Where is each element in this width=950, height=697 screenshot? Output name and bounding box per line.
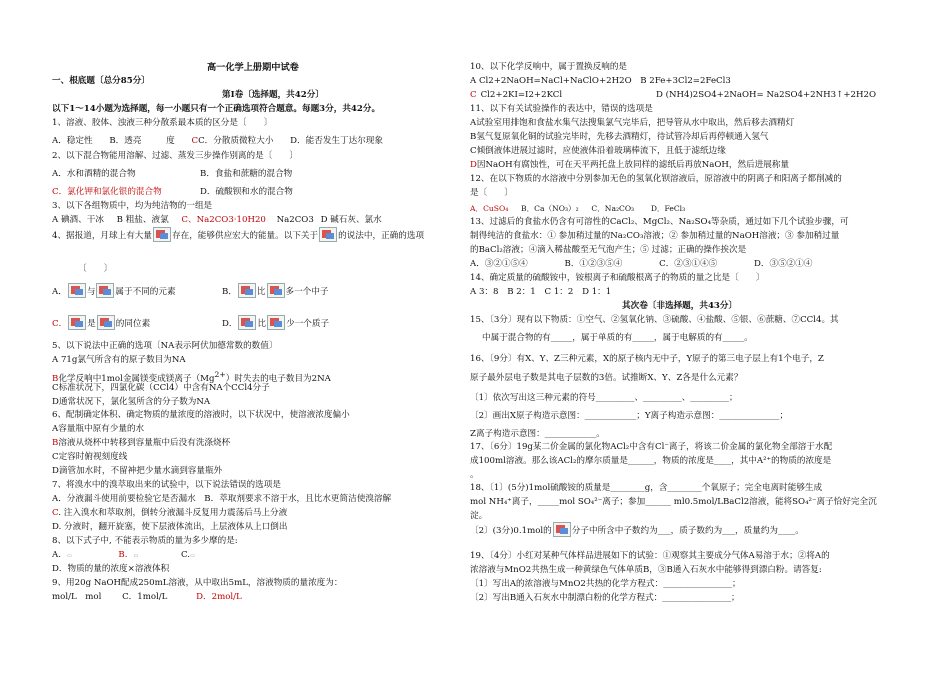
question-text: ______________； xyxy=(719,411,789,421)
option-a: A. xyxy=(52,550,61,560)
question-7: 7、将溴水中的溴萃取出来的试验中，以下说法错误的选项是 xyxy=(52,480,281,490)
option-b: B 2：1 xyxy=(507,287,536,297)
option-a: mol/L mol xyxy=(52,592,102,602)
question-18-cont: mol NH₄⁺离子，_____mol SO₄²⁻离子；参加______ ml0.5mol/LBaCl2溶液，能将SO₄²⁻离子恰好完全沉 xyxy=(470,497,877,507)
isotope-image-icon xyxy=(153,227,171,242)
question-8-option-d: D．物质的量的浓度×溶液体积 xyxy=(52,564,170,574)
isotope-image-icon xyxy=(267,283,285,298)
question-2-option-a: A．水和酒精的混合物 xyxy=(52,169,136,179)
question-11-option-c: C倾倒液体进展过滤时，应使液体沿着玻璃棒流下，且低于滤纸边缘 xyxy=(470,146,726,156)
option-text: 的同位素 xyxy=(115,319,151,329)
isotope-image-icon xyxy=(97,315,115,330)
question-4-paren: 〔 〕 xyxy=(78,264,113,274)
isotope-image-icon xyxy=(96,283,114,298)
option-label: A． xyxy=(52,287,67,297)
option-label: D． xyxy=(222,319,238,329)
question-10: 10、以下化学反响中，属于置换反响的是 xyxy=(470,62,628,72)
option-d: D．2mol/L xyxy=(196,592,242,602)
question-16-part-1: 〔1〕依次写出这三种元素的符号_________、_________、_________； xyxy=(470,393,738,403)
option-text: 属于不同的元素 xyxy=(115,287,176,297)
option-d: D 碱石灰、氯水 xyxy=(320,215,382,225)
option-c-letter: C xyxy=(191,136,199,146)
option-c: C 1：2 xyxy=(544,287,574,297)
question-6-option-d: D滴管加水时，不留神把少量水滴到容量瓶外 xyxy=(52,466,223,476)
question-15: 15、〔3分〕现有以下物质：①空气、②氢氧化钠、③硫酸、④盐酸、⑤银、⑥蔗糖、⑦CCl4。其 xyxy=(470,315,839,325)
option-b-tail: 度 xyxy=(166,136,175,146)
question-13-cont-1: 制得纯洁的食盐水：① 参加稍过量的Na₂CO₃溶液；② 参加稍过量的NaOH溶液；③ 参加稍过量 xyxy=(470,231,840,241)
part-2-heading: 其次卷〔非选择题，共43分〕 xyxy=(622,301,738,311)
isotope-image-icon xyxy=(238,283,256,298)
question-10-option-d: D (NH4)2SO4+2NaOH= Na2SO4+2NH3↑+2H2O xyxy=(656,90,876,100)
option-c-2: Na2CO3 xyxy=(276,215,314,225)
question-11-option-d xyxy=(470,160,789,171)
question-17-cont: 成100ml溶液。那么该ACl₂的摩尔质量是______，物质的浓度是____，其中A²⁺的物质的浓度是 xyxy=(470,456,832,466)
question-8: 8、以下式子中, 不能表示物质的量为多少摩的是: xyxy=(52,536,238,546)
option-b: B．①②③⑤④ xyxy=(564,259,623,269)
option-b: B．透亮 xyxy=(109,136,142,146)
question-2: 2、以下混合物能用溶解、过滤、蒸发三步操作别离的是〔 〕 xyxy=(52,151,299,161)
question-16-part-3: Z离子构造示意图：____________。 xyxy=(470,429,605,439)
question-9: 9、用20g NaOH配成250mL溶液，从中取出5mL，溶液物质的量浓度为： xyxy=(52,578,343,588)
question-19: 19、〔4分〕小红对某种气体样品进展如下的试验：①观察其主要成分气体A易溶于水；②将A的 xyxy=(470,551,830,561)
option-text: 少一个质子 xyxy=(286,319,330,329)
question-4-option-d xyxy=(222,316,329,331)
question-2-option-d: D．硫酸钡和水的混合物 xyxy=(200,187,293,197)
option-a: A．CuSO₄ xyxy=(470,204,509,213)
question-19-cont: 浓溶液与MnO2共热生成一种黄绿色气体单质B，③B通入石灰水中能够得到漂白粉。请答复: xyxy=(470,565,822,575)
isotope-image-icon xyxy=(267,315,285,330)
question-9-options xyxy=(52,592,242,603)
option-d: D．③⑤②①④ xyxy=(754,259,813,269)
question-4-option-b xyxy=(222,284,329,299)
question-16-cont: 原子最外层电子数是其电子层数的3倍。试推断X、Y、Z各是什么元素？ xyxy=(470,373,743,383)
option-label: B xyxy=(52,438,59,448)
page-title: 高一化学上册期中试卷 xyxy=(207,62,299,73)
question-2-option-c: C．氯化钾和氯化银的混合物 xyxy=(52,187,162,197)
question-7-option-c xyxy=(52,508,287,519)
question-12-options xyxy=(470,203,685,215)
question-1-options xyxy=(52,136,383,147)
question-5-option-c: C标准状况下，四氯化碳（CCl4）中含有NA个CCl4分子 xyxy=(52,383,270,393)
question-14-options xyxy=(470,287,611,298)
question-12: 12、在以下物质的水溶液中分别参加无色的氢氧化钡溶液后，原溶液中的阴离子和阳离子都削减的 xyxy=(470,174,842,184)
question-19-part-2: 〔2〕写出B通入石灰水中制漂白粉的化学方程式：________________； xyxy=(470,593,740,603)
question-13: 13、过滤后的食盐水仍含有可溶性的CaCl₂、MgCl₂、Na₂SO₄等杂质，通过如下几个试验步骤，可 xyxy=(470,217,849,227)
question-7-options-ab: A．分液漏斗使用前要检验它是否漏水 B．萃取剂要求不溶于水，且比水更简洁使溴溶解 xyxy=(52,494,392,504)
question-5-option-a: A 71g氯气所含有的原子数目为NA xyxy=(52,355,186,365)
option-text: Cl2+2KI=I2+2KCl xyxy=(480,90,563,100)
isotope-image-icon xyxy=(238,315,256,330)
question-4-option-a xyxy=(52,284,176,299)
question-4 xyxy=(52,228,424,243)
option-text: 化学反响中1mol金属镁变成镁离子（Mg xyxy=(58,373,215,384)
option-label: D xyxy=(470,160,477,170)
option-label: B． xyxy=(222,287,237,297)
question-4-text-b: 存在，能够供应宏大的能量。以下关于 xyxy=(172,231,319,241)
option-c: C．分散质微粒大小 xyxy=(198,136,274,146)
question-6-option-c: C定容时俯视刻度线 xyxy=(52,452,128,462)
question-text: 分子中所含中子数约为___，质子数约为___，质量约为____。 xyxy=(571,526,804,536)
option-c: C．1mol/L xyxy=(122,592,168,602)
option-a: A．稳定性 xyxy=(52,136,93,146)
option-text: ）时失去的电子数目为2NA xyxy=(225,373,331,384)
isotope-image-icon xyxy=(68,283,86,298)
question-10-option-c xyxy=(470,90,562,101)
option-text: 溶液从烧杯中转移到容量瓶中后没有洗涤烧杯 xyxy=(58,438,231,448)
option-text: 比 xyxy=(257,319,267,329)
option-text: 因NaOH有腐蚀性，可在天平两托盘上放同样的滤纸后再放NaOH，然后进展称量 xyxy=(476,160,790,170)
question-1: 1、溶液、胶体、浊液三种分散系最本质的区分是〔 〕 xyxy=(52,118,273,128)
question-5: 5、以下说法中正确的选项〔NA表示阿伏加德常数的数值〕 xyxy=(52,341,278,351)
formula-image-icon: ▭ xyxy=(189,553,195,559)
option-d: D 1：1 xyxy=(582,287,612,297)
question-16-part-2 xyxy=(470,411,788,422)
question-11: 11、以下有关试验操作的表达中，错误的选项是 xyxy=(470,104,653,114)
question-text: 〔2〕(3分)0.1mol的 xyxy=(470,526,552,536)
option-b: B. xyxy=(118,550,128,560)
question-11-option-a: A试验室用排饱和食盐水集气法搜集氯气完毕后，把导管从水中取出，然后移去酒精灯 xyxy=(470,118,795,128)
option-text: 多一个中子 xyxy=(285,287,329,297)
option-label: C． xyxy=(52,319,68,329)
formula-image-icon: ▭ xyxy=(133,553,139,559)
question-14: 14、确定质量的硫酸铵中，铵根离子和硫酸根离子的物质的量之比是〔 〕 xyxy=(470,273,765,283)
question-18-end: 淀。 xyxy=(470,511,488,521)
question-17-end: 。 xyxy=(470,470,479,480)
question-11-option-b: B氢气复原氧化铜的试验完毕时，先移去酒精灯，待试管冷却后再停顿通入氢气 xyxy=(470,132,769,142)
question-6: 6、配制确定体积、确定物质的量浓度的溶液时，以下状况中，使溶液浓度偏小 xyxy=(52,410,350,420)
question-13-options xyxy=(470,259,812,270)
option-label: C xyxy=(52,508,59,518)
question-12-cont: 是〔 〕 xyxy=(470,188,513,198)
option-a: A 3：8 xyxy=(470,287,499,297)
option-b: B 粗盐、液氯 xyxy=(116,215,169,225)
question-15-cont: 中属于混合物的有_____，属于单质的有_____，属于电解质的有_____。 xyxy=(482,333,753,343)
instruction-text: 以下1～14小题为选择题，每一小题只有一个正确选项符合题意。每题3分，共42分。 xyxy=(52,104,381,114)
question-3-options xyxy=(52,215,382,226)
charge-superscript: 2+ xyxy=(214,370,226,379)
question-18-part-2 xyxy=(470,523,804,538)
question-17: 17、〔6分〕19g某二价金属的氯化物ACl₂中含有Cl⁻离子，将该二价金属的氯化物全部溶于水配 xyxy=(470,442,833,452)
isotope-image-icon xyxy=(319,227,337,242)
question-4-text-c: 的说法中，正确的选项 xyxy=(338,231,425,241)
option-a: A．③②①⑤④ xyxy=(470,259,528,269)
option-label: C xyxy=(470,90,477,100)
option-text: . 注入溴水和萃取剂，倒转分液漏斗反复用力震荡后马上分液 xyxy=(58,508,288,518)
question-6-option-b xyxy=(52,438,230,449)
option-d: D．能否发生丁达尔现象 xyxy=(290,136,383,146)
option-d: D．FeCl₃ xyxy=(650,204,686,213)
option-label: B xyxy=(52,373,59,384)
option-text: 比 xyxy=(256,287,266,297)
question-4-option-c xyxy=(52,316,150,331)
option-c: C．Na₂CO₃ xyxy=(591,204,635,213)
question-text: 〔2〕画出X原子构造示意图：____________；Y离子构造示意图： xyxy=(470,411,720,421)
option-text: 是 xyxy=(87,319,96,329)
option-b: B．Ca（NO₃）₂ xyxy=(521,204,579,213)
question-4-text-a: 4、据报道，月球上有大量 xyxy=(52,231,152,241)
question-16: 16、〔9分〕有X、Y、Z三种元素，X的原子核内无中子，Y原子的第三电子层上有1个电子，Z xyxy=(470,354,824,364)
part-heading: 第Ⅰ卷〔选择题，共42分〕 xyxy=(222,90,324,100)
question-3: 3、以下各组物质中，均为纯洁物的一组是 xyxy=(52,201,213,211)
option-c: C．②③①④⑤ xyxy=(659,259,718,269)
question-6-option-a: A容量瓶中原有少量的水 xyxy=(52,424,145,434)
question-5-option-d: D通常状况下，氯化氢所含的分子数为NA xyxy=(52,397,211,407)
option-c: C、Na2CO3·10H20 xyxy=(181,215,266,225)
question-13-cont-2: 的BaCl₂溶液；④滴入稀盐酸至无气泡产生；⑤ 过滤；正确的操作挨次是 xyxy=(470,245,747,255)
option-a: A 碘酒、干冰 xyxy=(52,215,104,225)
question-10-options-ab: A Cl2+2NaOH=NaCl+NaClO+2H2O B 2Fe+3Cl2=2FeCl3 xyxy=(470,76,731,86)
option-text: 与 xyxy=(86,287,96,297)
formula-image-icon: ▭ xyxy=(66,553,72,559)
section-heading: 一、根底题〔总分85分〕 xyxy=(52,76,150,86)
question-18: 18、〔1〕(5分)1mol硫酸铵的质量是________g，含________个氧原子；完全电离时能够生成 xyxy=(470,483,823,493)
question-19-part-1: 〔1〕写出A的浓溶液与MnO2共热的化学方程式：________________； xyxy=(470,579,741,589)
molecule-image-icon xyxy=(553,522,571,537)
question-7-option-d: D. 分液时，翻开旋塞，使下层液体流出，上层液体从上口倒出 xyxy=(52,522,288,532)
question-8-options xyxy=(52,550,195,562)
option-c: C. xyxy=(180,550,190,560)
isotope-image-icon xyxy=(68,315,86,330)
question-2-option-b: B．食盐和蔗糖的混合物 xyxy=(200,169,293,179)
